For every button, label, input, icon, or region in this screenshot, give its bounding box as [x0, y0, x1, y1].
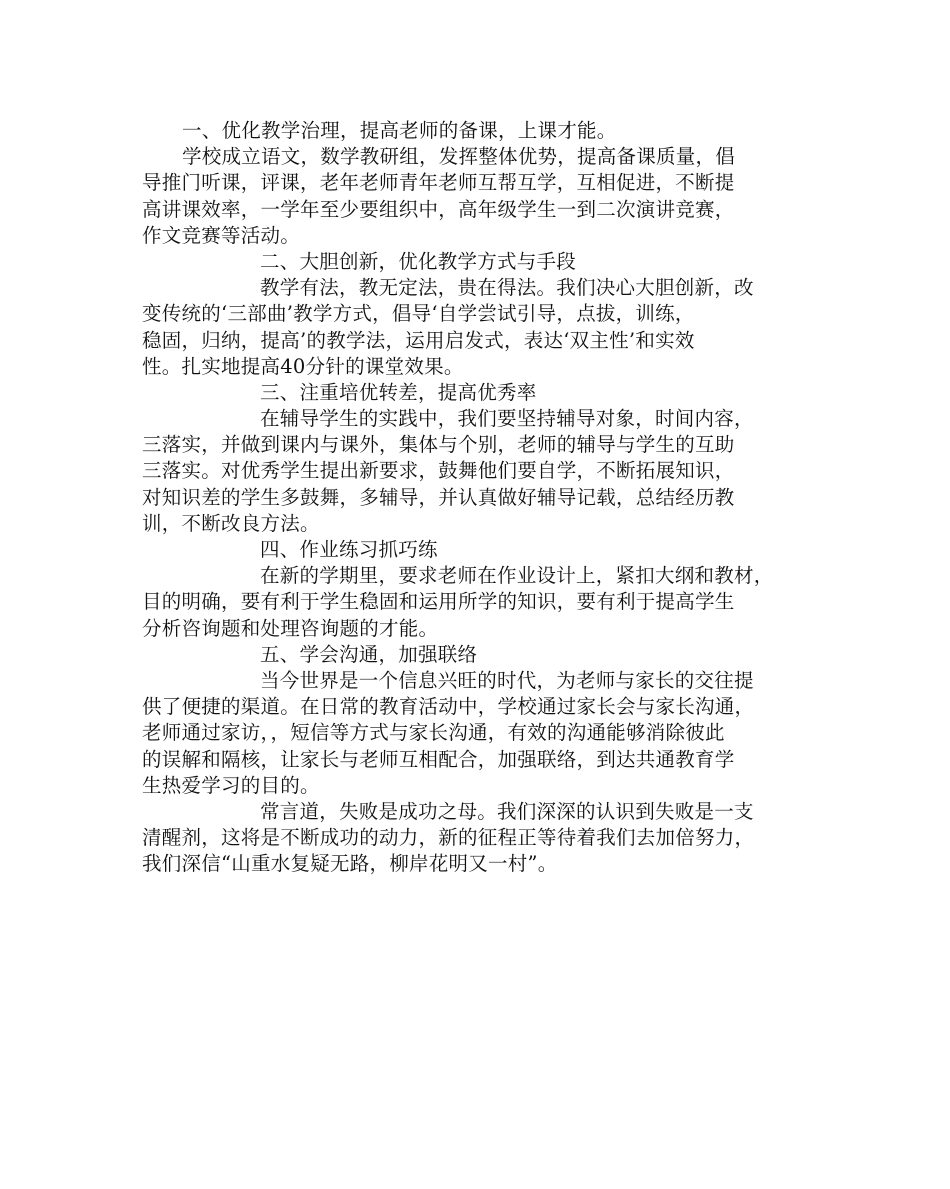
- paragraph-line: 变传统的‘三部曲’教学方式，倡导‘自学尝试引导，点拔，训练，: [142, 302, 695, 326]
- paragraph-line: 学校成立语文，数学教研组，发挥整体优势，提高备课质量，倡: [182, 145, 736, 169]
- paragraph-line: 生热爱学习的目的。: [142, 773, 320, 797]
- section-5-heading: 五、学会沟通，加强联络: [260, 642, 478, 666]
- paragraph-line: 在辅导学生的实践中，我们要坚持辅导对象，时间内容，: [260, 407, 754, 431]
- paragraph-line: 当今世界是一个信息兴旺的时代，为老师与家长的交往提: [260, 668, 754, 692]
- paragraph-line: 分析咨询题和处理咨询题的才能。: [142, 616, 439, 640]
- paragraph-line: 的误解和隔核，让家长与老师互相配合，加强联络，到达共通教育学: [142, 747, 735, 771]
- section-2-heading: 二、大胆创新，优化教学方式与手段: [260, 249, 577, 273]
- section-1-heading: 一、优化教学治理，提高老师的备课，上课才能。: [182, 119, 617, 142]
- paragraph-line: 性。扎实地提高40分针的课堂效果。: [142, 354, 464, 378]
- paragraph-line: 导推门听课，评课，老年老师青年老师互帮互学，互相促进，不断提: [142, 171, 735, 195]
- paragraph-line: 稳固，归纳，提高’的教学法，运用启发式，表达‘双主性’和实效: [142, 328, 695, 352]
- paragraph-line: 训，不断改良方法。: [142, 511, 320, 535]
- paragraph-line: 在新的学期里，要求老师在作业设计上，紧扣大纲和教材，: [260, 564, 774, 588]
- section-4-heading: 四、作业练习抓巧练: [260, 538, 438, 561]
- document-body: [142, 118, 832, 877]
- paragraph-line: 三落实。对优秀学生提出新要求，鼓舞他们要自学，不断拓展知识，: [142, 459, 735, 483]
- closing-paragraph-line: 清醒剂，这将是不断成功的动力，新的征程正等待着我们去加倍努力，: [142, 826, 755, 850]
- closing-paragraph-line: 我们深信“山重水复疑无路，柳岸花明又一村”。: [142, 852, 558, 876]
- section-3-heading: 三、注重培优转差，提高优秀率: [260, 380, 537, 404]
- paragraph-line: 目的明确，要有利于学生稳固和运用所学的知识，要有利于提高学生: [142, 590, 735, 614]
- closing-paragraph-line: 常言道，失败是成功之母。我们深深的认识到失败是一支: [260, 799, 754, 823]
- paragraph-line: 供了便捷的渠道。在日常的教育活动中，学校通过家长会与家长沟通，: [142, 695, 755, 719]
- paragraph-line: 老师通过家访，，短信等方式与家长沟通，有效的沟通能够消除彼此: [142, 721, 725, 745]
- paragraph-line: 教学有法，教无定法，贵在得法。我们决心大胆创新，改: [260, 276, 754, 300]
- paragraph-line: 高讲课效率，一学年至少要组织中，高年级学生一到二次演讲竞赛，: [142, 197, 735, 221]
- paragraph-line: 对知识差的学生多鼓舞，多辅导，并认真做好辅导记载，总结经历教: [142, 485, 735, 509]
- paragraph-line: 作文竞赛等活动。: [142, 223, 301, 247]
- paragraph-line: 三落实，并做到课内与课外，集体与个别，老师的辅导与学生的互助: [142, 433, 735, 457]
